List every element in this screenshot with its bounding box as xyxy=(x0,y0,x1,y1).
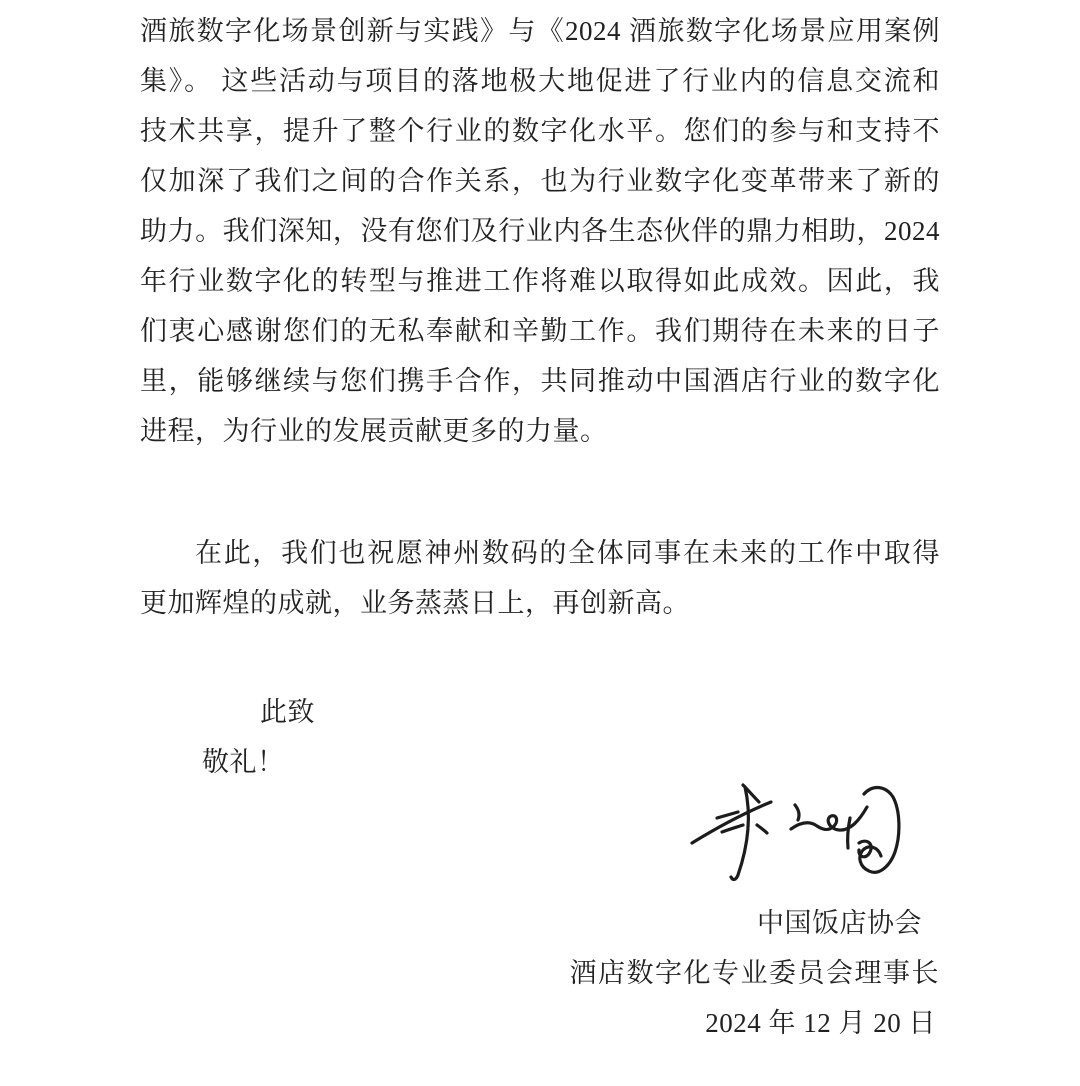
salute-cizhi: 此致 xyxy=(260,697,315,727)
body-line: 助力。我们深知，没有您们及行业内各生态伙伴的鼎力相助，2024 xyxy=(140,216,940,246)
letter-date: 2024 年 12 月 20 日 xyxy=(705,1008,936,1038)
body-line: 进程，为行业的发展贡献更多的力量。 xyxy=(140,416,608,446)
body-line: 仅加深了我们之间的合作关系，也为行业数字化变革带来了新的 xyxy=(140,166,940,196)
body-line: 更加辉煌的成就，业务蒸蒸日上，再创新高。 xyxy=(140,588,690,618)
salute-jingli: 敬礼！ xyxy=(202,747,285,777)
body-line: 酒旅数字化场景创新与实践》与《2024 酒旅数字化场景应用案例 xyxy=(140,16,940,46)
letter-body xyxy=(140,0,940,1048)
body-line: 在此，我们也祝愿神州数码的全体同事在未来的工作中取得 xyxy=(195,538,940,568)
signer-title: 酒店数字化专业委员会理事长 xyxy=(569,958,940,988)
body-paragraph-1 xyxy=(140,6,940,456)
body-line: 集》。 这些活动与项目的落地极大地促进了行业内的信息交流和 xyxy=(140,66,940,96)
handwritten-signature-icon xyxy=(678,771,906,886)
body-paragraph-2 xyxy=(140,528,940,628)
body-line: 们衷心感谢您们的无私奉献和辛勤工作。我们期待在未来的日子 xyxy=(140,316,940,346)
body-line: 技术共享，提升了整个行业的数字化水平。您们的参与和支持不 xyxy=(140,116,940,146)
body-line: 里，能够继续与您们携手合作，共同推动中国酒店行业的数字化 xyxy=(140,366,940,396)
signoff-block xyxy=(140,898,940,1048)
body-line: 年行业数字化的转型与推进工作将难以取得如此成效。因此，我 xyxy=(140,266,940,296)
organization-name: 中国饭店协会 xyxy=(757,908,922,938)
